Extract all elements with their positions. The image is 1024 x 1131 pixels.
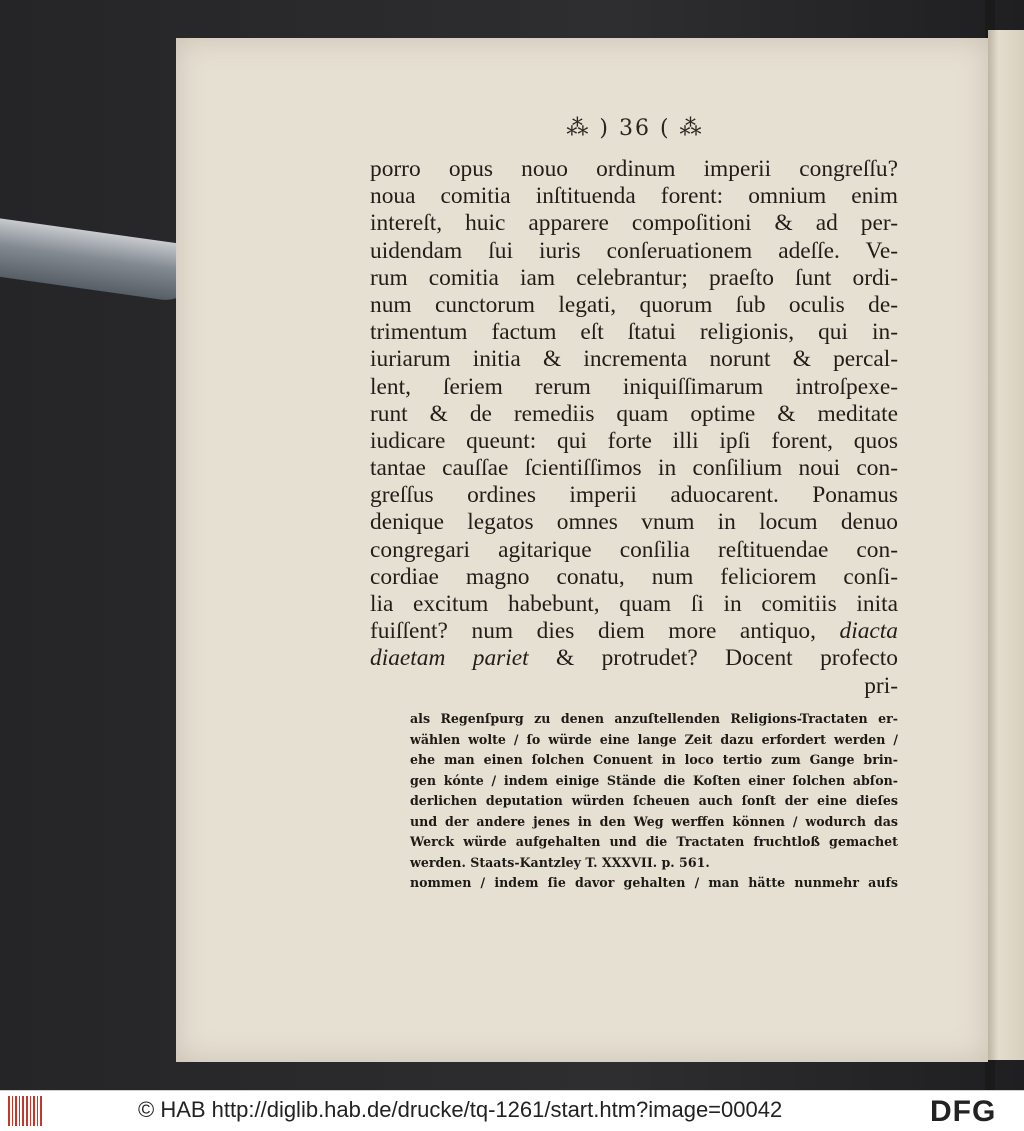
main-text-block [370,156,898,700]
footnote-line: Werck würde aufgehalten und die Tractaten fruchtloß gemachet [410,834,898,849]
facing-page-edge [988,30,1024,1060]
page-header: ⁂ ) 36 ( ⁂ [566,116,704,141]
text-line: intereſt, huic apparere compoſitioni & ad per- [370,210,898,237]
text-line: congregari agitarique conſilia reſtituendae con- [370,536,898,563]
text-line: iudicare queunt: qui forte illi ipſi forent, quos [370,427,898,454]
text-line: denique legatos omnes vnum in locum denuo [370,509,898,536]
text-line: trimentum factum eſt ſtatui religionis, qui in- [370,319,898,346]
text-line: rum comitia iam celebrantur; praeſto ſunt ordi- [370,264,898,291]
footnote-line: gen kónte / indem einige Stände die Koſten einer ſolchen abſon- [410,772,898,788]
text-line: porro opus nouo ordinum imperii congreſſu? [370,156,898,182]
text-line: num cunctorum legati, quorum ſub oculis de- [370,291,898,318]
text-line: runt & de remediis quam optime & meditate [370,400,898,427]
text-line [370,645,898,672]
text-line: uidendam ſui iuris conſeruationem adeſſe. Ve- [370,237,898,264]
text-line [370,618,898,645]
footnote-block [410,709,898,894]
footnote-line: ehe man einen ſolchen Conuent in loco tertio zum Gange brin- [410,752,898,767]
footnote-line: werden. Staats-Kantzley T. XXXVII. p. 561. [410,854,710,870]
text-line: lent, ſeriem rerum iniquiſſimarum introſpexe- [370,373,898,400]
italic-phrase: diaetam pariet [370,645,529,672]
text-line: tantae cauſſae ſcientiſſimos in conſilium noui con- [370,455,898,482]
footnote-line: und der andere jenes in den Weg werffen können / wodurch das [410,813,898,829]
text-line: greſſus ordines imperii aduocarent. Ponamus [370,482,898,509]
text-line: iuriarum initia & incrementa norunt & percal- [370,346,898,373]
catchword: pri- [864,672,898,699]
footnote-line: als Regenſpurg zu denen anzuſtellenden Religions-Tractaten er- [410,711,898,726]
text-line-part: fuiſſent? num dies diem more antiquo, [370,618,816,645]
copyright-link[interactable]: © HAB http://diglib.hab.de/drucke/tq-1261/start.htm?image=00042 [138,1097,783,1122]
barcode-icon [8,1096,48,1126]
text-line: cordiae magno conatu, num feliciorem conſi- [370,563,898,590]
footnote-line: derlichen deputation würden ſcheuen auch ſonſt der eine dieſes [410,793,898,808]
viewer-footer [0,1090,1024,1131]
dfg-logo: DFG [930,1095,997,1128]
italic-word: diacta [839,618,898,645]
text-line-part: & protrudet? Docent profecto [556,645,898,672]
footnote-line: wählen wolte / ſo würde eine lange Zeit dazu erfordert werden / [410,731,898,747]
text-line: noua comitia inſtituenda forent: omnium enim [370,183,898,210]
text-line: lia excitum habebunt, quam ſi in comitiis inita [370,591,898,617]
footnote-line: nommen / indem ſie davor gehalten / man hätte nunmehr aufs [410,875,898,890]
